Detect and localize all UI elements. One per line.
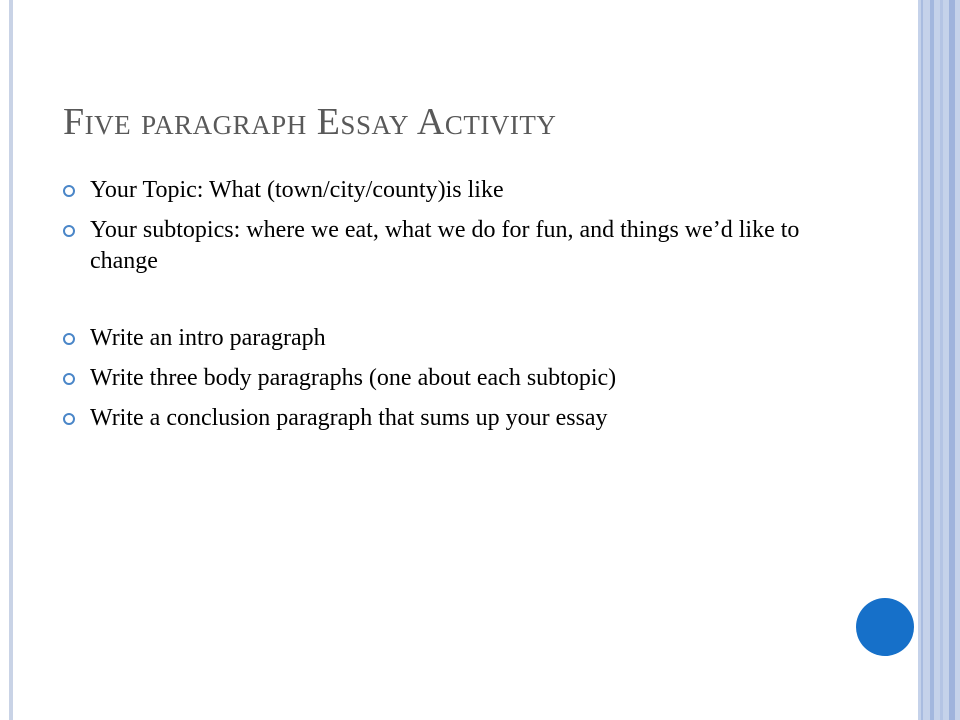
bullet-text: Your Topic: What (town/city/county)is like <box>90 177 504 203</box>
bullet-item <box>63 363 823 394</box>
circle-bullet-icon <box>63 413 75 425</box>
circle-bullet-icon <box>63 373 75 385</box>
bullet-text: Write three body paragraphs (one about each subtopic) <box>90 365 617 391</box>
bullet-list <box>63 175 823 443</box>
bullet-text: Write an intro paragraph <box>90 325 326 351</box>
bullet-item <box>63 175 823 206</box>
title-word: ESSAY <box>316 101 409 143</box>
bullet-text: Your subtopics: where we eat, what we do for fun, and things we’d like to change <box>90 217 800 274</box>
circle-bullet-icon <box>63 333 75 345</box>
panel-stripe <box>949 0 955 720</box>
circle-bullet-icon <box>63 225 75 237</box>
circle-bullet-icon <box>63 185 75 197</box>
bullet-item <box>63 403 823 434</box>
left-border-line <box>9 0 13 720</box>
bullet-text: Write a conclusion paragraph that sums up your essay <box>90 405 608 431</box>
bullet-item <box>63 323 823 354</box>
decorative-blue-circle <box>856 598 914 656</box>
panel-stripe <box>921 0 923 720</box>
bullet-item <box>63 215 823 277</box>
title-word: PARAGRAPH <box>141 110 307 140</box>
slide-title <box>63 100 556 144</box>
panel-stripe <box>940 0 943 720</box>
title-word: FIVE <box>63 101 132 143</box>
right-decorative-panel <box>918 0 960 720</box>
panel-stripe <box>930 0 934 720</box>
title-word: ACTIVITY <box>416 101 557 143</box>
